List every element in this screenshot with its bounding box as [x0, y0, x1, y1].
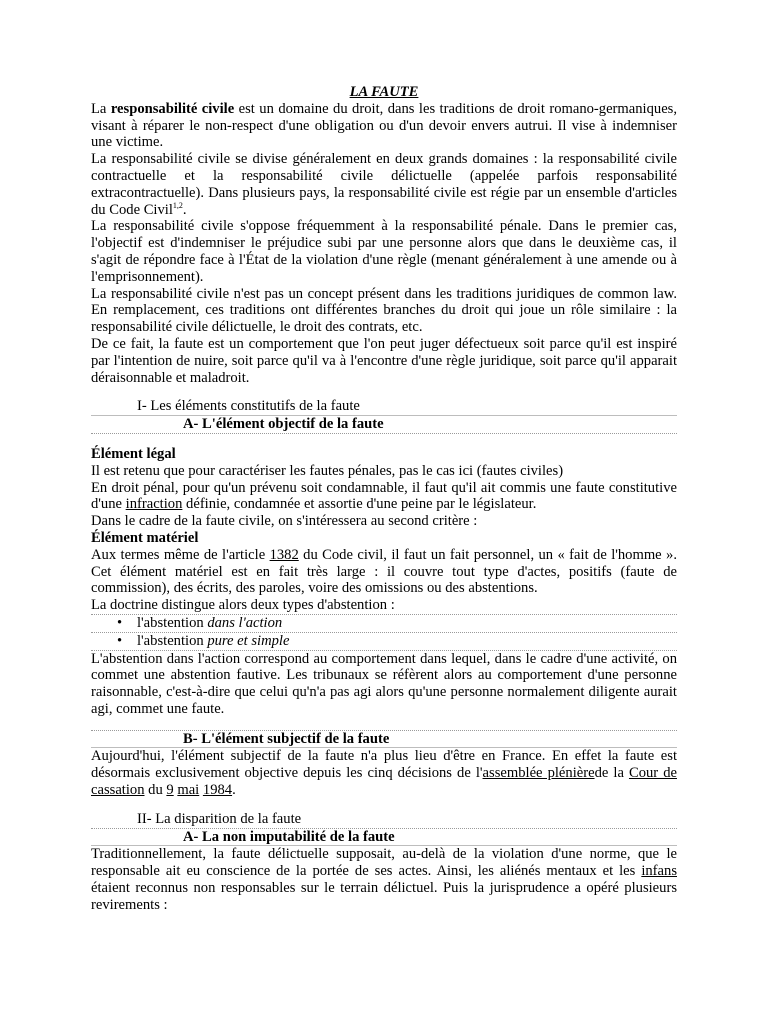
text-fragment: Aujourd'hui, l'élément subjectif de la faute n'a plus lieu d'être en France. En effet la faute est désormais exclusivement objective depuis les cinq décisions de l' — [91, 748, 677, 782]
list-item — [91, 633, 677, 651]
text-fragment: de la — [594, 765, 629, 782]
text-fragment: du Code civil, il faut un fait personnel, un « fait de l'homme ». Cet élément matériel est en fait très large : il couvre tout type d'actes, positifs (faute de commission), des écrits, des paroles, voire des omissions ou des abstentions. — [91, 546, 677, 597]
text-fragment: du — [144, 782, 167, 799]
document-title: LA FAUTE — [349, 84, 419, 100]
intro-paragraph-1 — [91, 101, 677, 151]
text-fragment: . — [182, 201, 187, 218]
text-fragment: définie, condamnée et assortie d'une peine par le législateur. — [182, 496, 537, 513]
intro-paragraph-3: La responsabilité civile s'oppose fréquemment à la responsabilité pénale. Dans le premier cas, l'objectif est d'indemniser le préjudice subi par une personne alors que dans le deuxième cas, il s'agit de répondre face à l'État de la violation d'une règle (menant généralement à une amende ou à l'emprisonnement). — [91, 218, 677, 285]
italic-term: dans l'action — [207, 614, 283, 631]
text-fragment: est un domaine du droit, dans les traditions de droit romano-germaniques, visant à réparer le non-respect d'une obligation ou d'un devoir envers autrui. Il vise à indemniser une victime. — [91, 100, 678, 151]
subsection-heading-1a: A- L'élément objectif de la faute — [91, 416, 677, 434]
non-imputabilite-paragraph — [91, 846, 677, 913]
cour-de-cassation-link[interactable]: Cour de cassation — [91, 765, 677, 799]
element-legal-paragraph-1: Il est retenu que pour caractériser les fautes pénales, pas le cas ici (fautes civiles) — [91, 462, 564, 479]
subsection-heading-2a: A- La non imputabilité de la faute — [91, 829, 677, 847]
article-1382-link[interactable]: 1382 — [269, 546, 299, 563]
text-fragment: l'abstention — [137, 614, 208, 631]
assemblee-pleniere-link[interactable]: assemblée plénière — [482, 765, 595, 782]
text-fragment: La — [91, 100, 111, 117]
section-heading-1: I- Les éléments constitutifs de la faute — [91, 398, 677, 416]
text-fragment: Aux termes même de l'article — [91, 546, 270, 563]
text-fragment: . — [232, 782, 236, 799]
italic-term: pure et simple — [207, 632, 290, 649]
bold-term: responsabilité civile — [110, 100, 235, 117]
intro-paragraph-5: De ce fait, la faute est un comportement que l'on peut juger défectueux soit parce qu'il est inspiré par l'intention de nuire, soit parce qu'il va à l'encontre d'une règle juridique, soit parce qu'il apparait déraisonnable et maladroit. — [91, 335, 677, 386]
footnote-ref[interactable]: 1,2 — [172, 200, 183, 210]
subsection-heading-1b: B- L'élément subjectif de la faute — [91, 731, 677, 749]
text-fragment: étaient reconnus non responsables sur le terrain délictuel. Puis la jurisprudence a opéré plusieurs revirements : — [91, 880, 677, 913]
doctrine-paragraph: La doctrine distingue alors deux types d'abstention : — [91, 597, 677, 615]
subjective-paragraph — [91, 748, 677, 798]
abstention-paragraph: L'abstention dans l'action correspond au comportement dans lequel, dans le cadre d'une activité, on commet une abstention fautive. Les tribunaux se réfèrent alors au comportement d'une personne raisonnable, c'est-à-dire que celui qu'n'a pas agi alors qu'une personne normalement diligente aurait agi, commet une faute. — [91, 650, 677, 717]
text-fragment: La responsabilité civile se divise généralement en deux grands domaines : la responsabilité civile contractuelle et la responsabilité civile délictuelle (appelée parfois responsabilité extracontractuelle). Dans plusieurs pays, la responsabilité civile est régie par un ensemble d'articles du Code Civil — [91, 151, 677, 218]
text-fragment: l'abstention — [137, 632, 208, 649]
document-page — [91, 84, 677, 914]
intro-paragraph-2 — [91, 151, 677, 218]
list-item — [91, 615, 677, 633]
intro-paragraph-4: La responsabilité civile n'est pas un concept présent dans les traditions juridiques de common law. En remplacement, ces traditions ont différentes branches du droit qui joue un rôle similaire : la responsabilité civile délictuelle, le droit des contrats, etc. — [91, 285, 677, 336]
text-fragment: Traditionnellement, la faute délictuelle supposait, au-delà de la violation d'une norme, que le responsable ait eu conscience de la portée de ses actes. Ainsi, les aliénés mentaux et les — [91, 846, 677, 880]
element-materiel-heading: Élément matériel — [91, 529, 199, 546]
element-materiel-paragraph — [91, 547, 677, 597]
infraction-link[interactable]: infraction — [125, 496, 183, 513]
element-legal-paragraph-3: Dans le cadre de la faute civile, on s'intéressera au second critère : — [91, 513, 478, 530]
infans-link[interactable]: infans — [641, 863, 677, 880]
date-day-link[interactable]: 9 — [166, 782, 174, 799]
abstention-list — [91, 615, 677, 651]
date-month-link[interactable]: mai — [177, 782, 200, 799]
text-fragment: En droit pénal, pour qu'un prévenu soit condamnable, il faut qu'il ait commis une faute constitutive d'une — [91, 479, 677, 513]
date-year-link[interactable]: 1984 — [202, 782, 233, 799]
element-legal-paragraph-2 — [91, 480, 677, 514]
section-heading-2: II- La disparition de la faute — [91, 811, 677, 829]
element-legal-heading: Élément légal — [91, 445, 176, 462]
